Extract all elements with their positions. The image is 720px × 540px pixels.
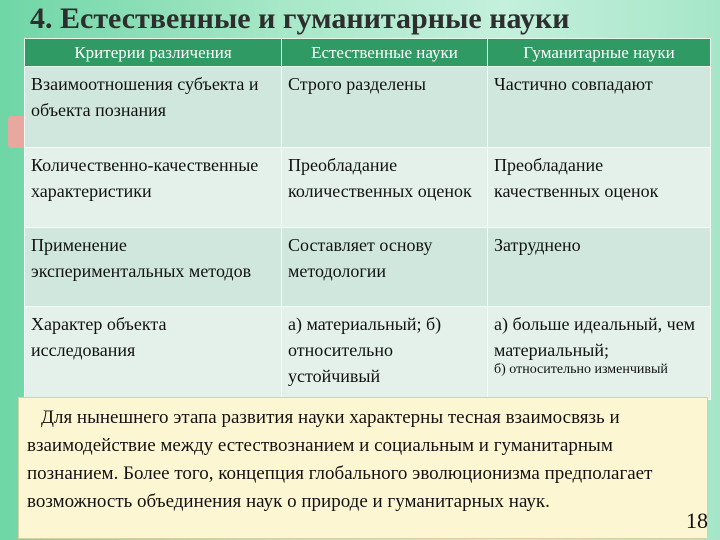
humanities-part-b: б) относительно изменчивый bbox=[494, 362, 668, 377]
header-humanities: Гуманитарные науки bbox=[488, 39, 711, 67]
humanities-cell: Частично совпадают bbox=[488, 67, 711, 148]
table-header-row bbox=[25, 39, 711, 67]
summary-note bbox=[18, 397, 708, 539]
header-criteria: Критерии различения bbox=[25, 39, 282, 67]
comparison-table bbox=[24, 38, 711, 400]
page-number: 18 bbox=[686, 508, 708, 533]
criterion-cell: Количественно-качественные характеристики bbox=[25, 148, 282, 228]
humanities-cell: Затруднено bbox=[488, 228, 711, 307]
summary-text: Для нынешнего этапа развития науки характерны тесная взаимосвязь и взаимодействие между естествознанием и социальным и гуманитарным познанием. Более того, концепция глобального эволюционизма предполагает возможность объединения наук о природе и гуманитарных наук. bbox=[27, 407, 653, 512]
table-row bbox=[25, 67, 711, 148]
natural-cell: Строго разделены bbox=[282, 67, 488, 148]
natural-cell: Составляет основу методологии bbox=[282, 228, 488, 307]
table-row bbox=[25, 228, 711, 307]
natural-cell: а) материальный; б) относительно устойчивый bbox=[282, 307, 488, 400]
table-row bbox=[25, 148, 711, 228]
humanities-cell: Преобладание качественных оценок bbox=[488, 148, 711, 228]
natural-cell: Преобладание количественных оценок bbox=[282, 148, 488, 228]
humanities-part-a: а) больше идеальный, чем материальный; bbox=[494, 314, 696, 360]
criterion-cell: Взаимоотношения субъекта и объекта познания bbox=[25, 67, 282, 148]
criterion-cell: Характер объекта исследования bbox=[25, 307, 282, 400]
table-row bbox=[25, 307, 711, 400]
header-natural: Естественные науки bbox=[282, 39, 488, 67]
criterion-cell: Применение экспериментальных методов bbox=[25, 228, 282, 307]
humanities-cell bbox=[488, 307, 711, 400]
slide-title: 4. Естественные и гуманитарные науки bbox=[30, 2, 570, 35]
